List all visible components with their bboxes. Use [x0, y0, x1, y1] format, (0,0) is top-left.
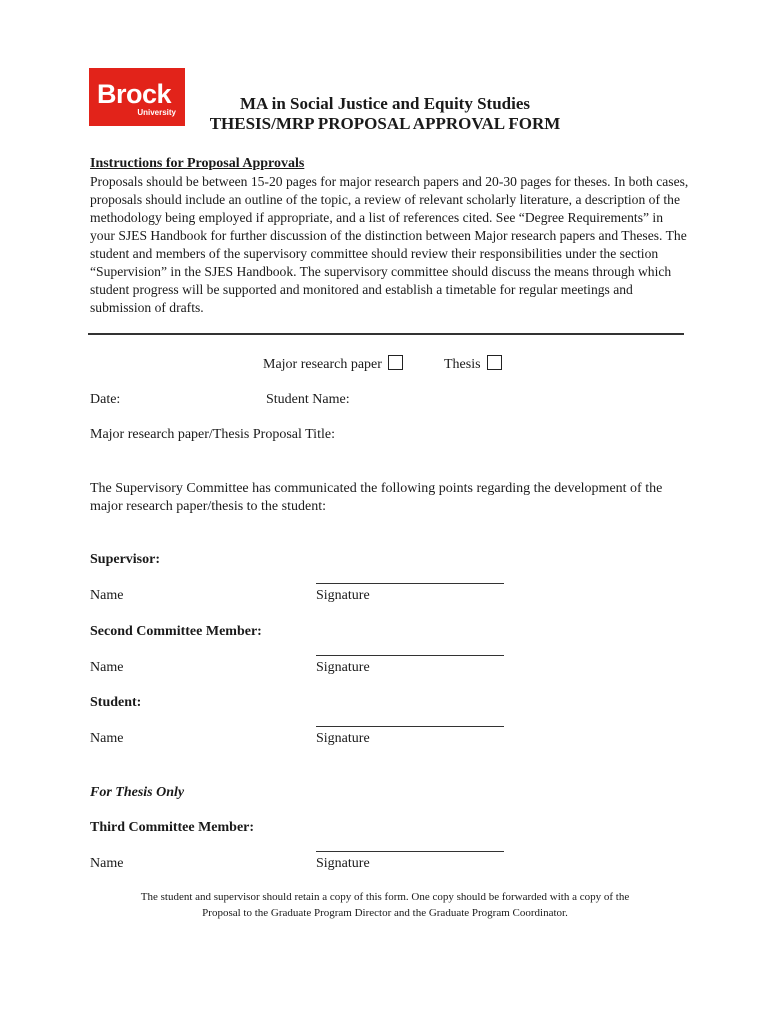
second-member-heading: Second Committee Member:: [90, 624, 262, 639]
footer-line1: The student and supervisor should retain a copy of this form. One copy should be forwarded with a copy of the: [140, 891, 630, 903]
footer-note: [90, 889, 680, 921]
student-signature-line[interactable]: [316, 726, 504, 727]
second-member-signature-line[interactable]: [316, 655, 504, 656]
logo-brand-text: Brock: [97, 79, 172, 109]
instructions-body: Proposals should be between 15-20 pages for major research papers and 20-30 pages for theses. In both cases, proposals should include an outline of the topic, a review of relevant scholarly literature, a description of the methodology being employed if appropriate, and a list of references cited. See “Degree Requirements” in your SJES Handbook for further discussion of the distinction between Major research papers and Theses. The student and members of the supervisory committee should review their responsibilities under the section “Supervision” in the SJES Handbook. The supervisory committee should discuss the means through which student progress will be supported and monitored and establish a timetable for regular meetings and submission of drafts.: [90, 174, 689, 315]
student-heading: Student:: [90, 695, 142, 710]
mrp-option-label: Major research paper: [263, 357, 382, 372]
thesis-option: [444, 355, 502, 374]
footer-line2: Proposal to the Graduate Program Director and the Graduate Program Coordinator.: [202, 907, 568, 919]
second-member-signature-label: Signature: [316, 660, 370, 675]
mrp-checkbox[interactable]: [388, 355, 403, 370]
mrp-option: [263, 355, 403, 374]
date-label: Date:: [90, 392, 121, 407]
third-member-signature-label: Signature: [316, 856, 370, 871]
section-divider: [88, 333, 684, 335]
thesis-option-label: Thesis: [444, 357, 481, 372]
logo-sub-text: University: [137, 108, 176, 117]
thesis-checkbox[interactable]: [487, 355, 502, 370]
student-signature-label: Signature: [316, 731, 370, 746]
student-name-label: Student Name:: [266, 392, 350, 407]
thesis-only-heading: For Thesis Only: [90, 785, 185, 800]
committee-statement: The Supervisory Committee has communicated the following points regarding the development of the major research paper/thesis to the student:: [90, 481, 663, 514]
student-name-label-sig: Name: [90, 731, 124, 746]
proposal-title-label: Major research paper/Thesis Proposal Title:: [90, 427, 335, 442]
third-member-name-label: Name: [90, 856, 124, 871]
second-member-name-label: Name: [90, 660, 124, 675]
third-member-heading: Third Committee Member:: [90, 820, 255, 835]
instructions-heading: Instructions for Proposal Approvals: [90, 156, 305, 171]
supervisor-signature-line[interactable]: [316, 583, 504, 584]
form-title-line2: THESIS/MRP PROPOSAL APPROVAL FORM: [209, 114, 561, 133]
supervisor-heading: Supervisor:: [90, 552, 160, 567]
form-title-line1: MA in Social Justice and Equity Studies: [239, 94, 530, 113]
supervisor-signature-label: Signature: [316, 588, 370, 603]
supervisor-name-label: Name: [90, 588, 124, 603]
third-member-signature-line[interactable]: [316, 851, 504, 852]
